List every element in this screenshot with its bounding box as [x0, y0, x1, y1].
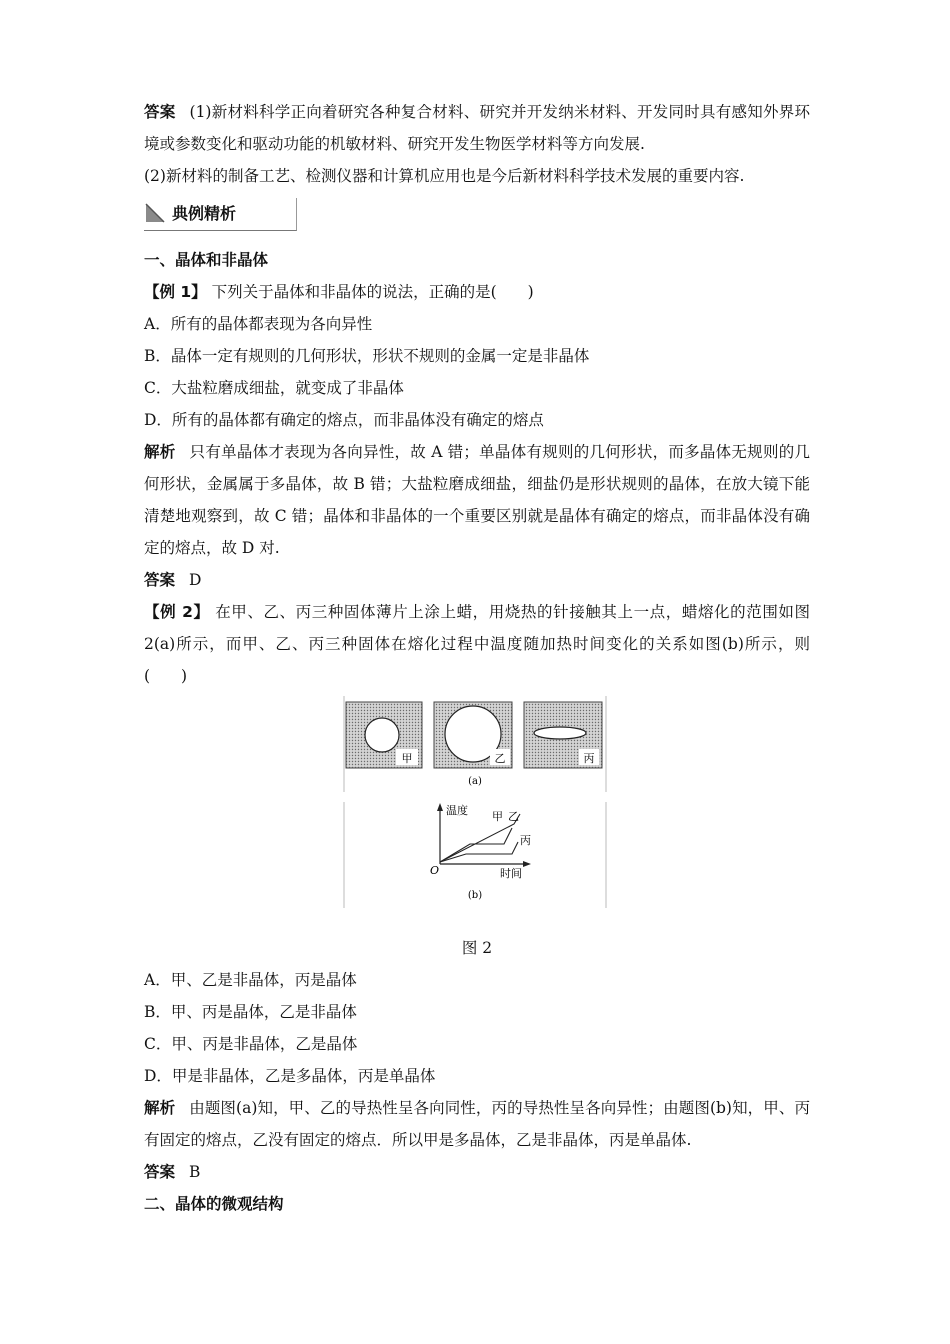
- example2-option-c: C．甲、丙是非晶体，乙是晶体: [144, 1035, 358, 1053]
- plate-jia: [346, 702, 422, 768]
- example2-analysis: 解析 由题图(a)知，甲、乙的导热性呈各向同性，丙的导热性呈各向异性；由题图(b)知，甲、丙有固定的熔点，乙没有固定的熔点．所以甲是多晶体，乙是非晶体，丙是单晶体.: [144, 1099, 810, 1149]
- example2-answer: 答案 B: [144, 1163, 201, 1181]
- curve-label-jia: 甲: [492, 810, 503, 823]
- sub-caption-b: (b): [467, 890, 483, 901]
- example1-question: 【例 1】 下列关于晶体和非晶体的说法，正确的是( ): [144, 283, 534, 301]
- sub-caption-a: (a): [468, 776, 482, 787]
- figure-2-graphic: [342, 694, 612, 930]
- example1-label: 【例 1】: [144, 283, 207, 301]
- curve-label-bing: 丙: [520, 834, 531, 847]
- example1-answer: 答案 D: [144, 571, 202, 589]
- example2-option-a: A．甲、乙是非晶体，丙是晶体: [144, 971, 357, 989]
- example1-option-b: B．晶体一定有规则的几何形状，形状不规则的金属一定是非晶体: [144, 347, 590, 365]
- curve-label-yi: 乙: [508, 810, 519, 823]
- section1-heading: 一、晶体和非晶体: [144, 251, 269, 269]
- axis-y-label: 温度: [446, 804, 468, 817]
- answer-label: 答案: [144, 1163, 176, 1181]
- analysis-label: 解析: [144, 1099, 176, 1117]
- figure-2: [144, 692, 810, 932]
- intro-answer-line2: (2)新材料的制备工艺、检测仪器和计算机应用也是今后新材料科学技术发展的重要内容.: [144, 167, 745, 185]
- svg-text:乙: 乙: [494, 752, 506, 765]
- example2-label: 【例 2】: [144, 603, 210, 621]
- section2-heading: 二、晶体的微观结构: [144, 1195, 284, 1213]
- section-banner: [144, 194, 810, 238]
- example1-analysis: 解析 只有单晶体才表现为各向异性，故 A 错；单晶体有规则的几何形状，而多晶体无规则的几何形状，金属属于多晶体，故 B 错；大盐粒磨成细盐，细盐仍是形状规则的晶体，在放大镜下能清楚地观察到，故 C 错；晶体和非晶体的一个重要区别就是晶体有确定的熔点，而非晶体没有确定的熔点，故 D 对.: [144, 443, 810, 557]
- example1-option-d: D．所有的晶体都有确定的熔点，而非晶体没有确定的熔点: [144, 411, 544, 429]
- curve-bing: [440, 842, 518, 862]
- example2-question: 【例 2】 在甲、乙、丙三种固体薄片上涂上蜡，用烧热的针接触其上一点，蜡熔化的范围如图 2(a)所示，而甲、乙、丙三种固体在熔化过程中温度随加热时间变化的关系如图(b)所示，则( ): [144, 603, 810, 685]
- svg-text:甲: 甲: [401, 752, 413, 765]
- answer-label: 答案: [144, 103, 176, 121]
- figure-caption: 图 2: [461, 939, 493, 957]
- example1-option-c: C．大盐粒磨成细盐，就变成了非晶体: [144, 379, 404, 397]
- answer-label: 答案: [144, 571, 176, 589]
- example2-option-d: D．甲是非晶体，乙是多晶体，丙是单晶体: [144, 1067, 436, 1085]
- example1-option-a: A．所有的晶体都表现为各向异性: [144, 315, 373, 333]
- analysis-label: 解析: [144, 443, 176, 461]
- banner-title: 典例精析: [172, 204, 237, 223]
- plate-bing: [524, 702, 602, 768]
- banner-triangle-icon: [144, 202, 166, 224]
- svg-text:丙: 丙: [583, 752, 595, 765]
- plate-yi: [434, 702, 512, 768]
- intro-answer-line1: 答案 (1)新材料科学正向着研究各种复合材料、研究并开发纳米材料、开发同时具有感知外界环境或参数变化和驱动功能的机敏材料、研究开发生物医学材料等方向发展.: [144, 103, 810, 153]
- document-body: [144, 96, 810, 1220]
- temperature-time-graph: [430, 803, 531, 880]
- origin-label: O: [430, 864, 440, 877]
- example2-option-b: B．甲、丙是晶体，乙是非晶体: [144, 1003, 357, 1021]
- axis-x-label: 时间: [500, 867, 522, 880]
